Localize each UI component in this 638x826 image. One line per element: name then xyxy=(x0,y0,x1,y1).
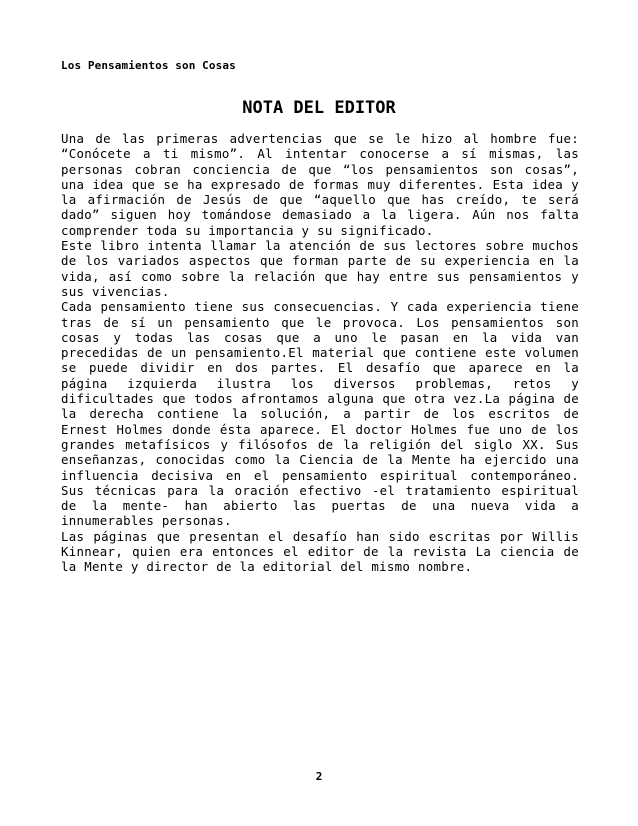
paragraph: Una de las primeras advertencias que se le hizo al hombre fue: “Conócete a ti mismo”. Al intentar conocerse a sí mismas, las personas cobran conciencia de que “los pensamientos son cosas”, una idea que se ha expresado de formas muy diferentes. Esta idea y la afirmación de Jesús de que “aquello que has creído, te será dado” siguen hoy tomándose demasiado a la ligera. Aún nos falta comprender toda su importancia y su significado. xyxy=(61,131,579,238)
page-title: NOTA DEL EDITOR xyxy=(242,98,396,118)
paragraph: Este libro intenta llamar la atención de sus lectores sobre muchos de los variados aspectos que forman parte de su experiencia en la vida, así como sobre la relación que hay entre sus pensamientos y sus vivencias. xyxy=(61,238,579,299)
page-number: 2 xyxy=(315,770,323,783)
running-header: Los Pensamientos son Cosas xyxy=(61,59,236,72)
paragraph: Cada pensamiento tiene sus consecuencias. Y cada experiencia tiene tras de sí un pensamiento que le provoca. Los pensamientos son cosas y todas las cosas que a uno le pasan en la vida van precedidas de un pensamiento.El material que contiene este volumen se puede dividir en dos partes. El desafío que aparece en la página izquierda ilustra los diversos problemas, retos y dificultades que todos afrontamos alguna que otra vez.La página de la derecha contiene la solución, a partir de los escritos de Ernest Holmes donde ésta aparece. El doctor Holmes fue uno de los grandes metafísicos y filósofos de la religión del siglo XX. Sus enseñanzas, conocidas como la Ciencia de la Mente ha ejercido una influencia decisiva en el pensamiento espiritual contemporáneo. Sus técnicas para la oración efectivo -el tratamiento espiritual de la mente- han abierto las puertas de una nueva vida a innumerables personas. xyxy=(61,299,579,529)
body-text xyxy=(61,131,579,575)
paragraph: Las páginas que presentan el desafío han sido escritas por Willis Kinnear, quien era entonces el editor de la revista La ciencia de la Mente y director de la editorial del mismo nombre. xyxy=(61,528,579,575)
